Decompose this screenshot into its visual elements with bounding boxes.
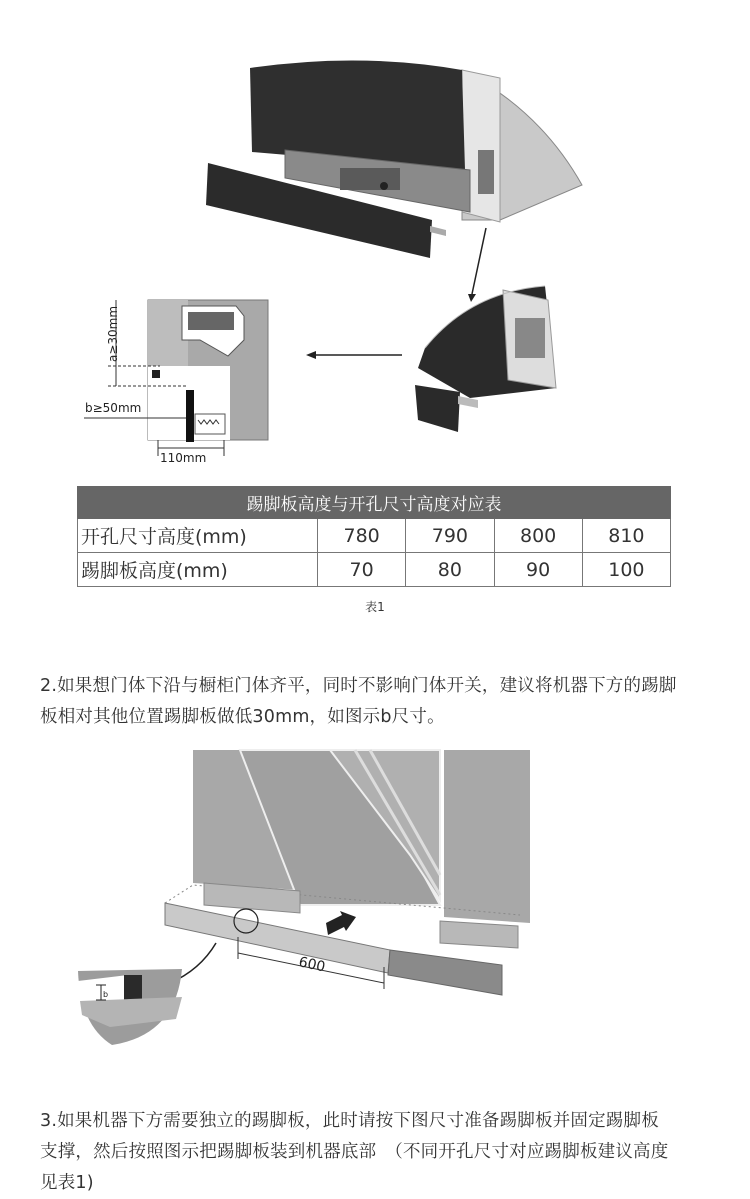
table-cell: 810: [582, 519, 670, 553]
table-cell: 70: [318, 553, 406, 587]
table-cell: 100: [582, 553, 670, 587]
table-cell: 80: [406, 553, 494, 587]
table-cell: 790: [406, 519, 494, 553]
row-label: 开孔尺寸高度(mm): [78, 519, 318, 553]
table-cell: 800: [494, 519, 582, 553]
dimension-width-label: 110mm: [160, 451, 207, 465]
dimension-b-label: b≥50mm: [85, 401, 142, 415]
table-row: [78, 519, 671, 553]
table-cell: 90: [494, 553, 582, 587]
instruction-line: 2.如果想门体下沿与橱柜门体齐平，同时不影响门体开关，建议将机器下方的踢脚: [40, 676, 677, 696]
table-caption: 表1: [365, 600, 385, 614]
instruction-line: 见表1): [40, 1173, 94, 1193]
kickplate-height-table: [77, 486, 671, 587]
table-title: 踢脚板高度与开孔尺寸高度对应表: [78, 487, 671, 519]
table-row: [78, 553, 671, 587]
dimension-a-label: a≥30mm: [106, 305, 120, 362]
dimension-600-label: 600: [297, 954, 327, 976]
detail-b-label: b: [103, 990, 109, 999]
instruction-line: 板相对其他位置踢脚板做低30mm，如图示b尺寸。: [40, 707, 445, 727]
instruction-3: [40, 1106, 720, 1199]
row-label: 踢脚板高度(mm): [78, 553, 318, 587]
instruction-line: 3.如果机器下方需要独立的踢脚板，此时请按下图尺寸准备踢脚板并固定踢脚板: [40, 1111, 659, 1131]
instruction-2: [40, 671, 720, 733]
kickplate-installation-figure: [0, 0, 750, 480]
table-cell: 780: [318, 519, 406, 553]
instruction-line: 支撑，然后按照图示把踢脚板装到机器底部 （不同开孔尺寸对应踢脚板建议高度: [40, 1142, 669, 1162]
flush-kickplate-figure: [0, 745, 750, 1055]
